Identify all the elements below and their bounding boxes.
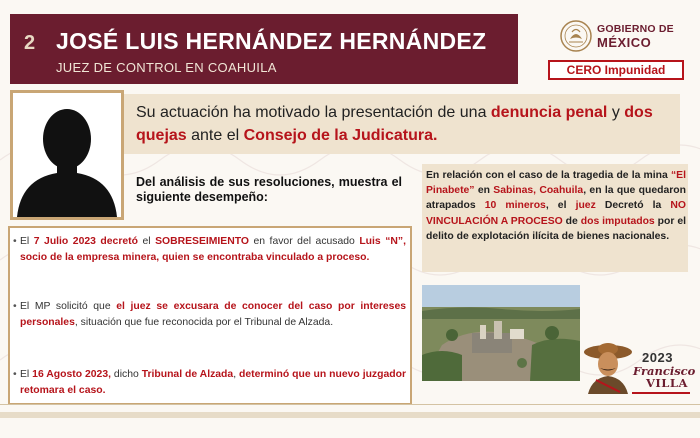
tragedy-box bbox=[422, 164, 688, 272]
judge-photo bbox=[10, 90, 124, 220]
gobierno-logo bbox=[597, 23, 674, 49]
gobierno-line1: GOBIERNO DE bbox=[597, 23, 674, 35]
list-item: • El MP solicitó que el juez se excusara de conocer del caso por intereses personales, situación que fue reconocida por el Tribunal de Alzada. bbox=[13, 301, 407, 328]
villa-underline bbox=[632, 392, 690, 394]
analysis-heading: Del análisis de sus resoluciones, muestra el siguiente desempeño: bbox=[136, 175, 402, 204]
complaint-text: Su actuación ha motivado la presentación de una denuncia penal y dos quejas ante el Consejo de la Judicatura. bbox=[136, 104, 653, 144]
header-banner bbox=[10, 14, 518, 84]
judge-name: JOSÉ LUIS HERNÁNDEZ HERNÁNDEZ bbox=[56, 28, 487, 54]
cero-impunidad-badge: CERO Impunidad bbox=[548, 60, 684, 80]
bottom-bar bbox=[0, 412, 700, 418]
judge-role: JUEZ DE CONTROL EN COAHUILA bbox=[56, 60, 277, 75]
silhouette-icon bbox=[13, 93, 121, 217]
performance-list bbox=[8, 226, 412, 405]
list-item: • El 7 Julio 2023 decretó el SOBRESEIMIENTO en favor del acusado Luis “N”, socio de la empresa minera, quien se encontraba vinculado a proceso. bbox=[13, 236, 406, 263]
villa-name-first: Francisco bbox=[633, 364, 696, 378]
tragedy-text: En relación con el caso de la tragedia de la mina “El Pinabete” en Sabinas, Coahuila, en la que quedaron atrapados 10 mineros, el juez Decretó la NO VINCULACIÓN A PROCESO de dos imputados por el delito de explotación ilícita de bienes nacionales. bbox=[426, 170, 686, 242]
list-item: • El 16 Agosto 2023, dicho Tribunal de Alzada, determinó que un nuevo juzgador retomara el caso. bbox=[13, 369, 406, 396]
villa-portrait-icon bbox=[582, 340, 634, 394]
villa-2023-logo bbox=[582, 336, 696, 398]
villa-year: 2023 bbox=[642, 350, 673, 365]
complaint-banner bbox=[124, 94, 680, 154]
villa-name-last: VILLA bbox=[646, 376, 688, 390]
mexico-seal-icon bbox=[560, 20, 592, 52]
mine-aerial-photo bbox=[422, 285, 580, 381]
slide-number: 2 bbox=[24, 32, 36, 54]
gobierno-line2: MÉXICO bbox=[597, 35, 652, 50]
bottom-divider bbox=[0, 404, 700, 405]
